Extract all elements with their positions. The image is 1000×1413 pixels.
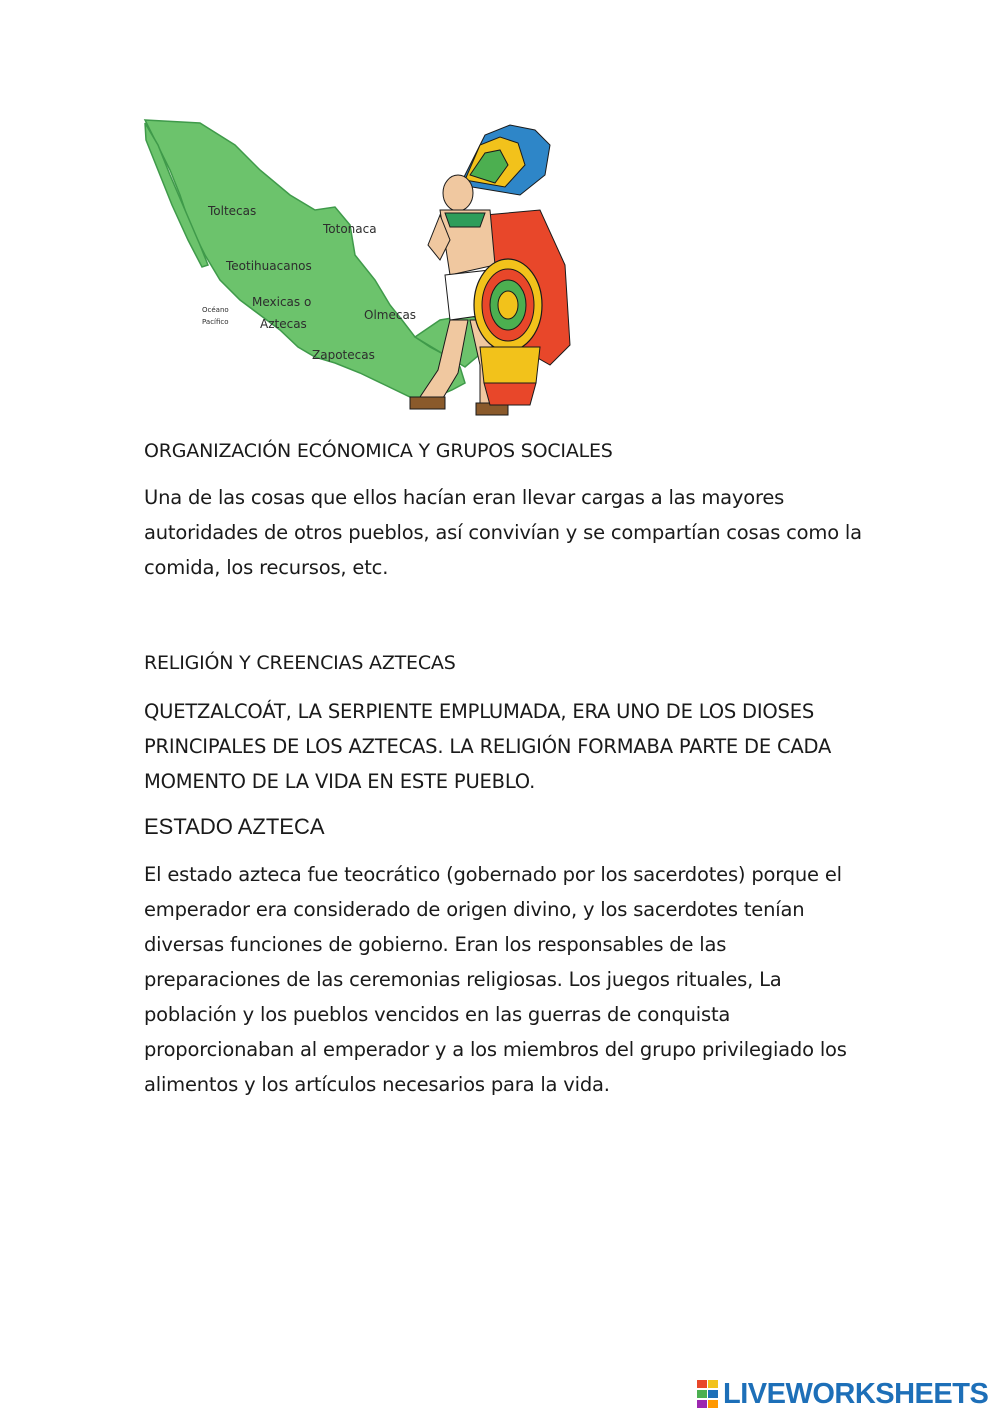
section-heading-economia: ORGANIZACIÓN ECÓNOMICA Y GRUPOS SOCIALES [144,440,613,462]
paragraph-line: autoridades de otros pueblos, así convivían y se compartían cosas como la [144,521,862,544]
paragraph-economia [144,480,884,585]
paragraph-line: emperador era considerado de origen divino, y los sacerdotes tenían [144,898,805,921]
paragraph-line: QUETZALCOÁT, LA SERPIENTE EMPLUMADA, ERA UNO DE LOS DIOSES [144,700,815,723]
map-label-totonaca: Totonaca [323,222,377,236]
paragraph-line: Una de las cosas que ellos hacían eran llevar cargas a las mayores [144,486,785,509]
section-heading-estado: ESTADO AZTECA [144,814,325,839]
paragraph-line: El estado azteca fue teocrático (gobernado por los sacerdotes) porque el [144,863,842,886]
paragraph-line: MOMENTO DE LA VIDA EN ESTE PUEBLO. [144,770,536,793]
map-label-teotihuacanos: Teotihuacanos [226,259,312,273]
paragraph-line: población y los pueblos vencidos en las guerras de conquista [144,1003,731,1026]
map-label-pacifico: Pacífico [202,318,229,326]
map-label-mexicas: Mexicas o [252,295,312,309]
logo-text: LIVEWORKSHEETS [723,1377,989,1410]
paragraph-line: preparaciones de las ceremonias religiosas. Los juegos rituales, La [144,968,782,991]
map-label-aztecas: Aztecas [260,317,307,331]
paragraph-line: PRINCIPALES DE LOS AZTECAS. LA RELIGIÓN FORMABA PARTE DE CADA [144,735,832,758]
map-label-oceano: Océano [202,306,229,314]
paragraph-line: proporcionaban al emperador y a los miembros del grupo privilegiado los [144,1038,847,1061]
map-and-warrior-svg [140,115,580,425]
liveworksheets-mark-icon [697,1380,719,1408]
aztec-map-illustration [140,115,580,425]
map-label-zapotecas: Zapotecas [312,348,375,362]
paragraph-estado [144,857,884,1102]
section-heading-religion: RELIGIÓN Y CREENCIAS AZTECAS [144,652,456,674]
map-label-toltecas: Toltecas [208,204,257,218]
paragraph-line: diversas funciones de gobierno. Eran los responsables de las [144,933,727,956]
liveworksheets-logo[interactable] [697,1378,988,1410]
paragraph-religion [144,694,884,799]
paragraph-line: alimentos y los artículos necesarios para la vida. [144,1073,610,1096]
map-label-olmecas: Olmecas [364,308,417,322]
paragraph-line: comida, los recursos, etc. [144,556,389,579]
